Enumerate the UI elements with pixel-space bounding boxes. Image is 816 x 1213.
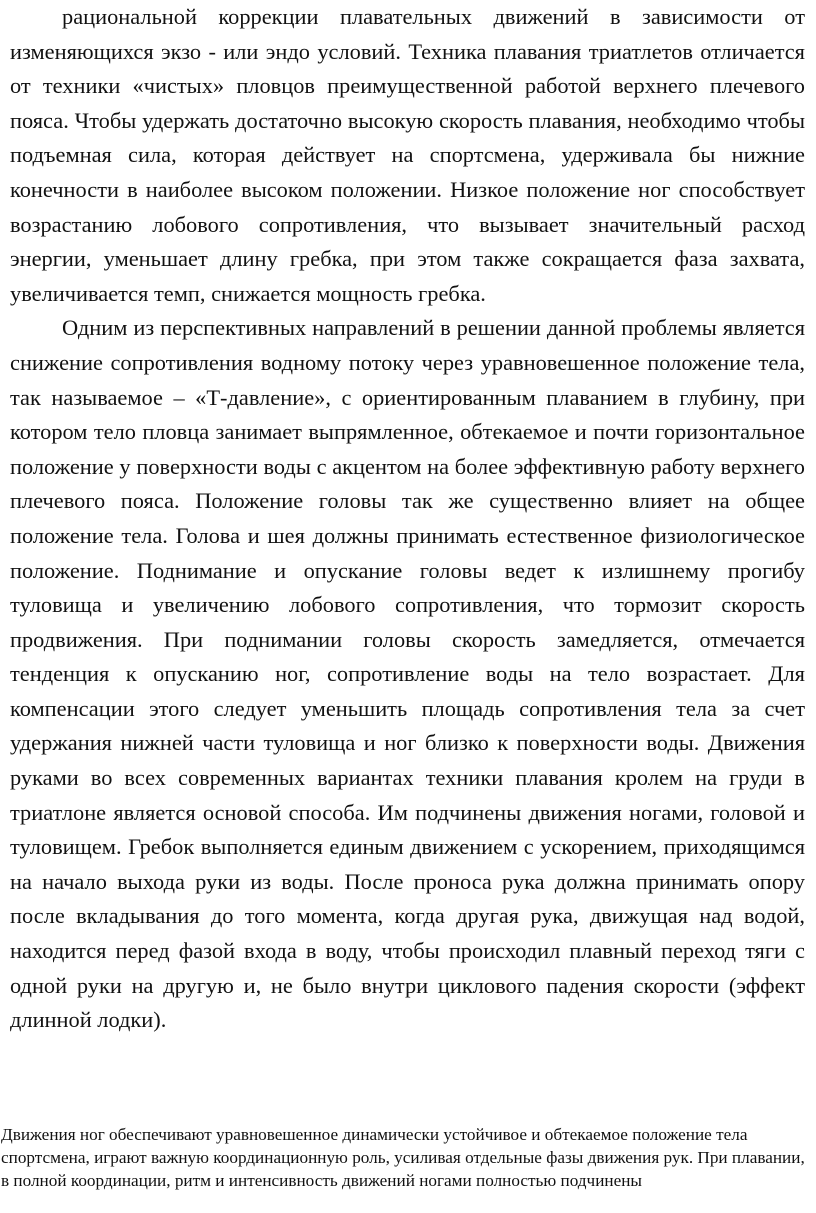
paragraph-2: Одним из перспективных направлений в решении данной проблемы является снижение сопротивления водному потоку через уравновешенное положение тела, так называемое – «Т-давление», с ориентированным плаванием в глубину, при котором тело пловца занимает выпрямленное, обтекаемое и почти горизонтальное положение у поверхности воды с акцентом на более эффективную работу верхнего плечевого пояса. Положение головы так же существенно влияет на общее положение тела. Голова и шея должны принимать естественное физиологическое положение. Поднимание и опускание головы ведет к излишнему прогибу туловища и увеличению лобового сопротивления, что тормозит скорость продвижения. При поднимании головы скорость замедляется, отмечается тенденция к опусканию ног, сопротивление воды на тело возрастает. Для компенсации этого следует уменьшить площадь сопротивления тела за счет удержания нижней части туловища и ног близко к поверхности воды. Движения руками во всех современных вариантах техники плавания кролем на груди в триатлоне является основой способа. Им подчинены движения ногами, головой и туловищем. Гребок выполняется единым движением с ускорением, приходящимся на начало выхода руки из воды. После проноса рука должна принимать опору после вкладывания до того момента, когда другая рука, движущая над водой, находится перед фазой входа в воду, чтобы происходил плавный переход тяги с одной руки на другую и, не было внутри циклового падения скорости (эффект длинной лодки). xyxy=(10,315,805,1033)
body-text xyxy=(10,0,805,1038)
footnote-paragraph: Движения ног обеспечивают уравновешенное динамически устойчивое и обтекаемое положение тела спортсмена, играют важную координационную роль, усиливая отдельные фазы движения рук. При плавании, в полной координации, ритм и интенсивность движений ногами полностью подчинены xyxy=(1,1125,805,1191)
paragraph-1: рациональной коррекции плавательных движений в зависимости от изменяющихся экзо - или эндо условий. Техника плавания триатлетов отличается от техники «чистых» пловцов преимущественной работой верхнего плечевого пояса. Чтобы удержать достаточно высокую скорость плавания, необходимо чтобы подъемная сила, которая действует на спортсмена, удерживала бы нижние конечности в наиболее высоком положении. Низкое положение ног способствует возрастанию лобового сопротивления, что вызывает значительный расход энергии, уменьшает длину гребка, при этом также сокращается фаза захвата, увеличивается темп, снижается мощность гребка. xyxy=(10,4,805,306)
